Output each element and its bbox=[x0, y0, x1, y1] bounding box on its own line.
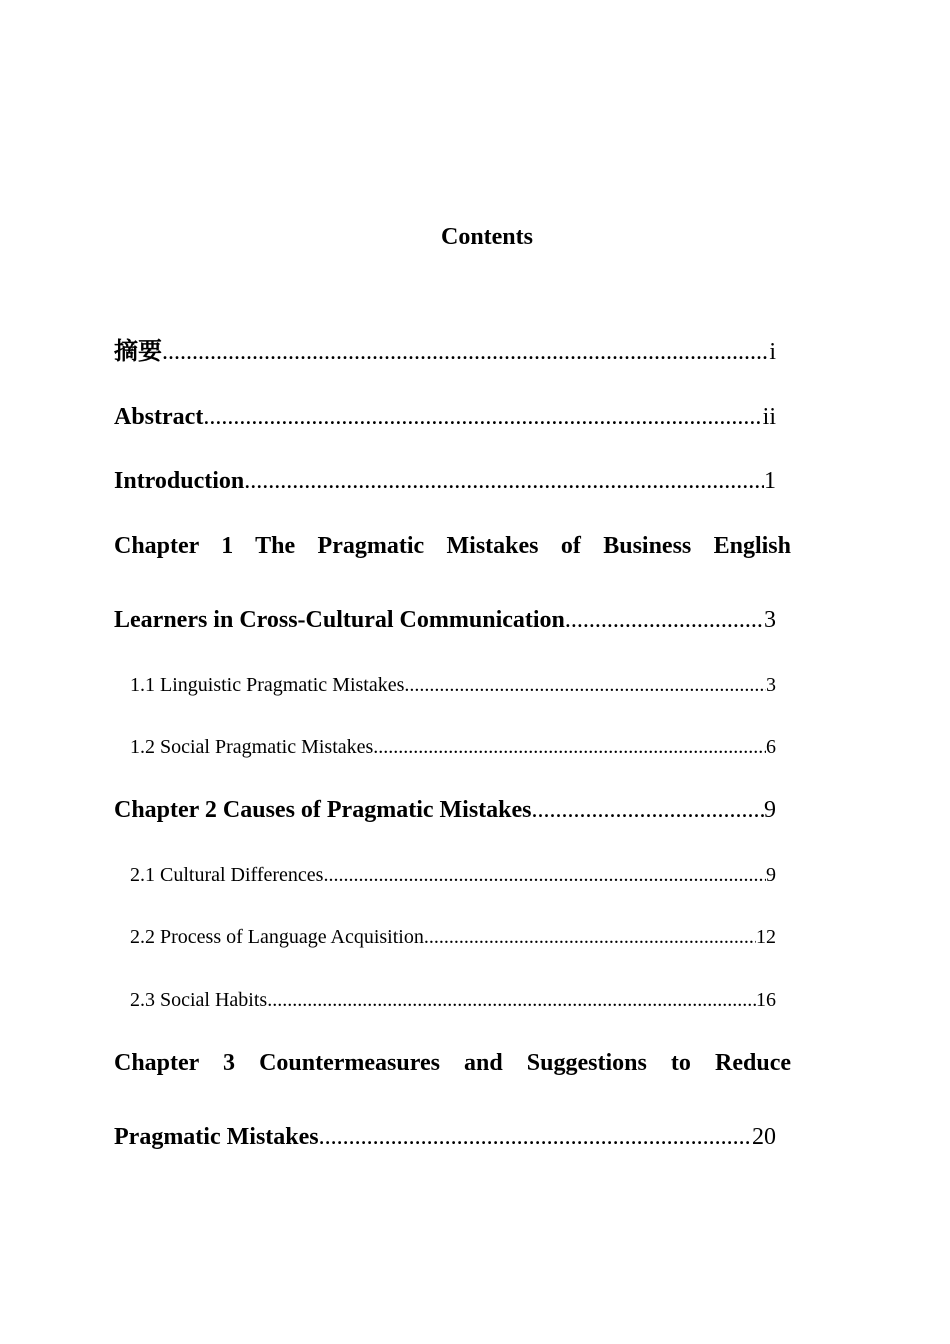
toc-page-number: 20 bbox=[752, 1124, 776, 1150]
toc-page-number: 6 bbox=[766, 736, 776, 758]
dot-leader bbox=[162, 335, 769, 369]
toc-page-number: i bbox=[769, 339, 776, 365]
toc-entry-chapter1-line1[interactable]: Chapter 1 The Pragmatic Mistakes of Business English bbox=[114, 533, 791, 559]
toc-entry-section-2-3[interactable] bbox=[130, 986, 776, 1014]
toc-entry-section-1-2[interactable] bbox=[130, 733, 776, 761]
dot-leader bbox=[404, 671, 766, 699]
toc-entry-label: 2.1 Cultural Differences bbox=[130, 864, 324, 886]
toc-entry-introduction[interactable] bbox=[114, 464, 776, 498]
dot-leader bbox=[532, 793, 764, 827]
toc-entry-section-2-2[interactable] bbox=[130, 923, 776, 951]
toc-entry-chapter3[interactable] bbox=[114, 1120, 776, 1154]
toc-entry-label: 2.2 Process of Language Acquisition bbox=[130, 926, 424, 948]
dot-leader bbox=[244, 464, 764, 498]
toc-entry-label: 1.2 Social Pragmatic Mistakes bbox=[130, 736, 374, 758]
dot-leader bbox=[424, 923, 756, 951]
dot-leader bbox=[323, 861, 766, 889]
toc-entry-chapter3-line1[interactable]: Chapter 3 Countermeasures and Suggestions to Reduce bbox=[114, 1050, 791, 1076]
dot-leader bbox=[565, 603, 764, 637]
toc-entry-chapter2[interactable] bbox=[114, 793, 776, 827]
toc-entry-section-2-1[interactable] bbox=[130, 861, 776, 889]
dot-leader bbox=[203, 400, 762, 434]
toc-entry-label: 2.3 Social Habits bbox=[130, 989, 268, 1011]
toc-entry-label: Introduction bbox=[114, 468, 245, 494]
dot-leader bbox=[319, 1120, 752, 1154]
toc-page-number: 16 bbox=[756, 989, 776, 1011]
page-title: Contents bbox=[440, 224, 533, 250]
toc-page-number: 9 bbox=[764, 797, 776, 823]
toc-entry-label: Learners in Cross-Cultural Communication bbox=[114, 607, 565, 633]
toc-entry-label: Pragmatic Mistakes bbox=[114, 1124, 319, 1150]
toc-entry-abstract[interactable] bbox=[114, 400, 776, 434]
toc-entry-label: Abstract bbox=[114, 404, 204, 430]
toc-page-number: 9 bbox=[766, 864, 776, 886]
toc-page-number: ii bbox=[762, 404, 776, 430]
toc-page-number: 12 bbox=[756, 926, 776, 948]
toc-page-number: 3 bbox=[764, 607, 776, 633]
toc-entry-label: 1.1 Linguistic Pragmatic Mistakes bbox=[130, 674, 405, 696]
toc-entry-label: Chapter 2 Causes of Pragmatic Mistakes bbox=[114, 797, 532, 823]
toc-entry-abstract-cn[interactable] bbox=[114, 335, 776, 369]
toc-page-number: 1 bbox=[764, 468, 776, 494]
dot-leader bbox=[267, 986, 756, 1014]
toc-page-number: 3 bbox=[766, 674, 776, 696]
dot-leader bbox=[373, 733, 766, 761]
toc-entry-label: 摘要 bbox=[114, 339, 162, 365]
toc-entry-chapter1[interactable] bbox=[114, 603, 776, 637]
toc-entry-section-1-1[interactable] bbox=[130, 671, 776, 699]
